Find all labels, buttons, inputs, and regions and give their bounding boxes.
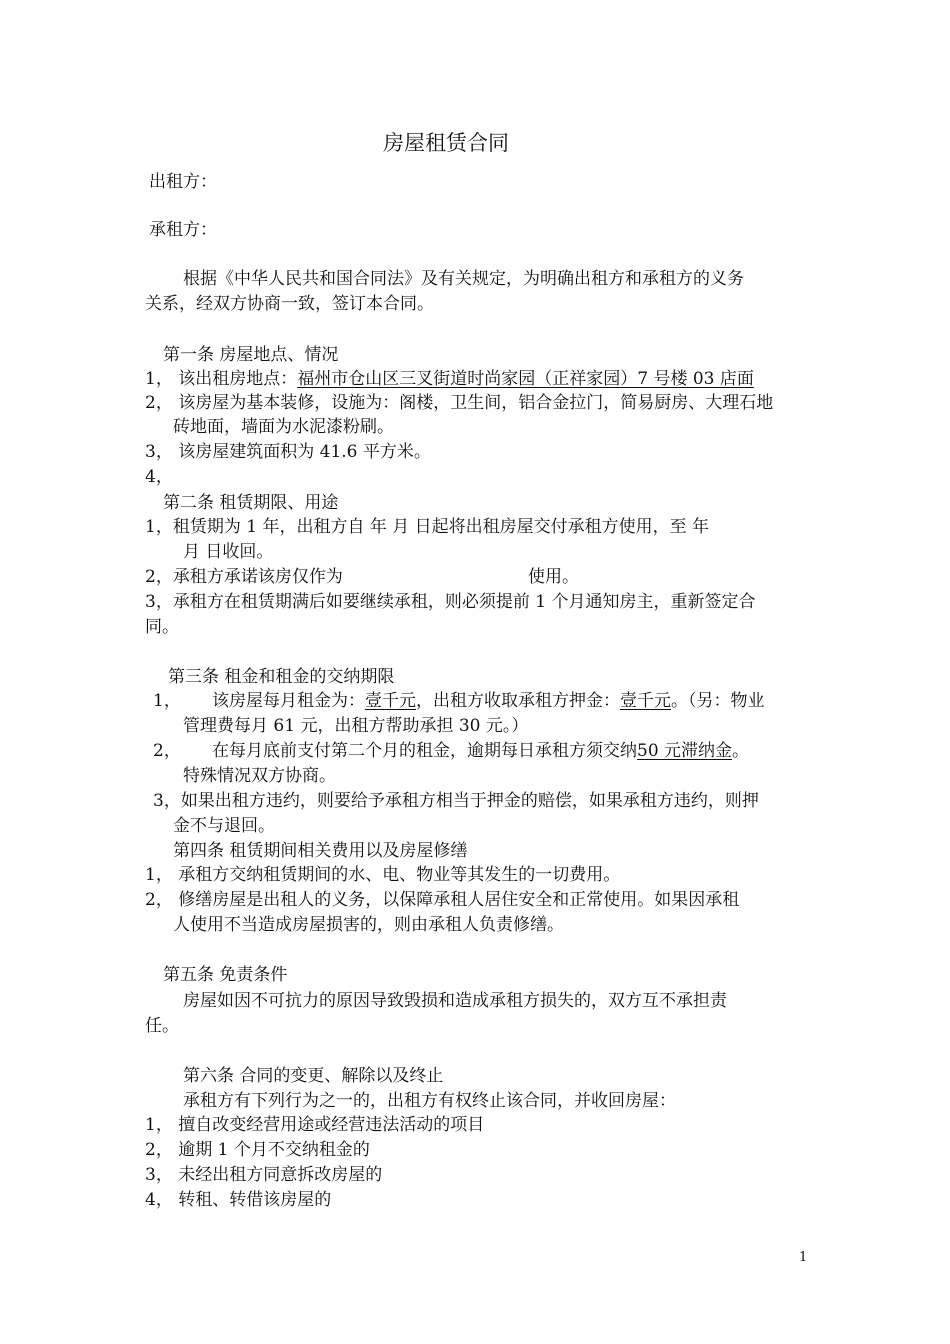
article-1-item-1-prefix: 1， 该出租房地点： — [145, 369, 298, 389]
article-2-item-3-line-1: 3，承租方在租赁期满后如要继续承租，则必须提前 1 个月通知房主，重新签定合 — [145, 592, 756, 612]
article-1-item-1 — [145, 368, 754, 390]
article-3-item-2-number: 2， — [153, 741, 181, 761]
preamble-line-1: 根据《中华人民共和国合同法》及有关规定，为明确出租方和承租方的义务 — [183, 269, 744, 289]
article-5-heading: 第五条 免责条件 — [163, 965, 288, 985]
late-fee-value: 50 元滞纳金 — [637, 741, 733, 761]
article-4-heading: 第四条 租赁期间相关费用以及房屋修缮 — [173, 841, 468, 861]
rent-label: 该房屋每月租金为： — [212, 691, 365, 711]
article-1-item-2-line-2: 砖地面，墙面为水泥漆粉刷。 — [173, 417, 394, 437]
article-3-item-2-line-2: 特殊情况双方协商。 — [183, 766, 336, 786]
article-1-item-4: 4， — [145, 467, 173, 487]
lessee-label: 承租方： — [149, 220, 217, 240]
article-1-item-2-line-1: 2， 该房屋为基本装修，设施为：阁楼，卫生间，铝合金拉门，简易厨房、大理石地 — [145, 393, 774, 413]
article-3-item-1-line-2: 管理费每月 61 元，出租方帮助承担 30 元。） — [183, 716, 529, 736]
article-2-item-2-suffix: 使用。 — [528, 567, 579, 587]
article-4-item-2-line-2: 人使用不当造成房屋损害的，则由承租人负责修缮。 — [173, 915, 564, 935]
article-3-item-1-number: 1， — [153, 691, 181, 711]
article-3-item-2-line-1 — [212, 740, 749, 762]
article-5-line-2: 任。 — [145, 1016, 179, 1036]
monthly-rent-value: 壹千元 — [365, 691, 416, 711]
deposit-value: 壹千元 — [620, 691, 671, 711]
article-6-item-2: 2， 逾期 1 个月不交纳租金的 — [145, 1140, 370, 1160]
lessor-label: 出租方： — [149, 172, 217, 192]
article-3-item-3-line-2: 金不与退回。 — [173, 816, 275, 836]
article-1-item-3: 3， 该房屋建筑面积为 41.6 平方米。 — [145, 442, 431, 462]
article-5-line-1: 房屋如因不可抗力的原因导致毁损和造成承租方损失的，双方互不承担责 — [183, 991, 727, 1011]
article-3-item-3-line-1: 3，如果出租方违约，则要给予承租方相当于押金的赔偿，如果承租方违约，则押 — [153, 791, 759, 811]
article-6-item-1: 1， 擅自改变经营用途或经营违法活动的项目 — [145, 1115, 485, 1135]
article-2-item-1-line-2: 月 日收回。 — [183, 542, 274, 562]
document-title: 房屋租赁合同 — [383, 131, 509, 155]
article-3-item-2-period: 。 — [732, 741, 750, 761]
article-3-heading: 第三条 租金和租金的交纳期限 — [168, 667, 395, 687]
deposit-label: ，出租方收取承租方押金： — [416, 691, 620, 711]
article-6-item-3: 3， 未经出租方同意拆改房屋的 — [145, 1165, 383, 1185]
article-2-item-3-line-2: 同。 — [145, 617, 179, 637]
article-4-item-1: 1， 承租方交纳租赁期间的水、电、物业等其发生的一切费用。 — [145, 865, 621, 885]
late-fee-label: 在每月底前支付第二个月的租金，逾期每日承租方须交纳 — [212, 741, 637, 761]
page-number: 1 — [799, 1250, 808, 1265]
article-6-item-4: 4， 转租、转借该房屋的 — [145, 1190, 332, 1210]
article-3-item-1-note-start: 。（另：物业 — [671, 691, 765, 711]
article-1-heading: 第一条 房屋地点、情况 — [163, 345, 339, 365]
property-address: 福州市仓山区三叉街道时尚家园（正祥家园）7 号楼 03 店面 — [297, 369, 754, 389]
article-2-heading: 第二条 租赁期限、用途 — [163, 493, 339, 513]
article-2-item-2-prefix: 2，承租方承诺该房仅作为 — [145, 567, 343, 587]
article-3-item-1-line-1 — [212, 690, 765, 712]
article-6-intro: 承租方有下列行为之一的，出租方有权终止该合同，并收回房屋： — [183, 1091, 676, 1111]
preamble-line-2: 关系，经双方协商一致，签订本合同。 — [145, 294, 434, 314]
article-4-item-2-line-1: 2， 修缮房屋是出租人的义务，以保障承租人居住安全和正常使用。如果因承租 — [145, 890, 740, 910]
article-2-item-1-line-1: 1，租赁期为 1 年，出租方自 年 月 日起将出租房屋交付承租方使用，至 年 — [145, 517, 710, 537]
article-6-heading: 第六条 合同的变更、解除以及终止 — [183, 1066, 444, 1086]
